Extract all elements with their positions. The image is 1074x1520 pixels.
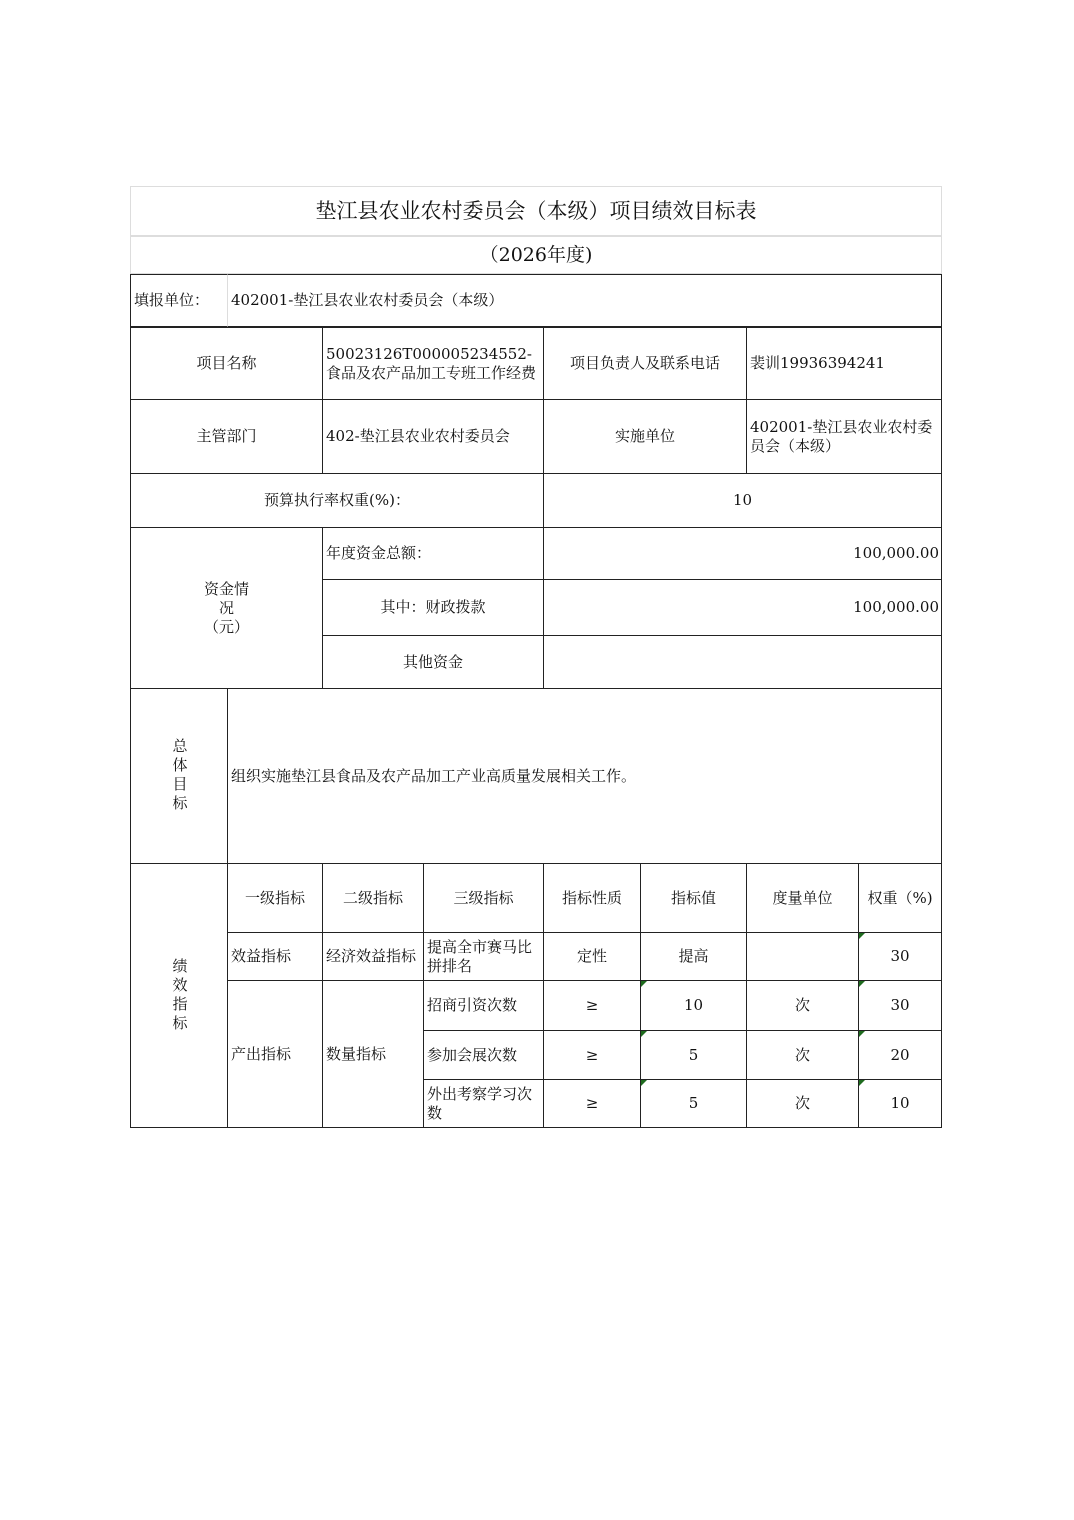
goal-value: 组织实施垫江县食品及农产品加工产业高质量发展相关工作。 xyxy=(227,688,942,864)
header-unit: 度量单位 xyxy=(746,863,859,933)
row2-weight: 30 xyxy=(858,980,942,1031)
impl-value: 402001-垫江县农业农村委员会（本级） xyxy=(746,399,942,474)
row1-nature: 定性 xyxy=(543,932,641,981)
row1-unit xyxy=(746,932,859,981)
impl-label: 实施单位 xyxy=(543,399,747,474)
row4-nature: ≥ xyxy=(543,1079,641,1128)
row3-value: 5 xyxy=(640,1030,747,1080)
perf-label: 绩效指标 xyxy=(170,957,189,1034)
row2-l3: 招商引资次数 xyxy=(423,980,544,1031)
row1-l1: 效益指标 xyxy=(227,932,323,981)
dept-value: 402-垫江县农业农村委员会 xyxy=(322,399,544,474)
row1-weight: 30 xyxy=(858,932,942,981)
goal-label: 总体目标 xyxy=(170,738,189,814)
row2-value: 10 xyxy=(640,980,747,1031)
row3-nature: ≥ xyxy=(543,1030,641,1080)
row1-l3: 提高全市赛马比拼排名 xyxy=(423,932,544,981)
row4-l3: 外出考察学习次数 xyxy=(423,1079,544,1128)
row1-value: 提高 xyxy=(640,932,747,981)
header-weight: 权重（%) xyxy=(858,863,942,933)
budget-weight-value: 10 xyxy=(543,473,942,528)
contact-label: 项目负责人及联系电话 xyxy=(543,327,747,400)
form-year: （2026年度) xyxy=(130,236,942,274)
goal-label-cell xyxy=(130,688,228,864)
project-name: 50023126T000005234552-食品及农产品加工专班工作经费 xyxy=(322,327,544,400)
row3-weight: 20 xyxy=(858,1030,942,1080)
row1-l2: 经济效益指标 xyxy=(322,932,424,981)
row4-unit: 次 xyxy=(746,1079,859,1128)
unit-value: 402001-垫江县农业农村委员会（本级） xyxy=(227,274,942,327)
header-l1: 一级指标 xyxy=(227,863,323,933)
budget-weight-label: 预算执行率权重(%)： xyxy=(130,473,544,528)
perf-label-cell xyxy=(130,863,228,1128)
row4-weight: 10 xyxy=(858,1079,942,1128)
row3-unit: 次 xyxy=(746,1030,859,1080)
unit-label: 填报单位： xyxy=(130,274,228,327)
fiscal-value: 100,000.00 xyxy=(543,579,942,636)
dept-label: 主管部门 xyxy=(130,399,323,474)
row2-unit: 次 xyxy=(746,980,859,1031)
header-l3: 三级指标 xyxy=(423,863,544,933)
other-label: 其他资金 xyxy=(322,635,544,689)
row4-value: 5 xyxy=(640,1079,747,1128)
row2-l2: 数量指标 xyxy=(322,980,424,1128)
contact-value: 裴训19936394241 xyxy=(746,327,942,400)
row3-l3: 参加会展次数 xyxy=(423,1030,544,1080)
form-title: 垫江县农业农村委员会（本级）项目绩效目标表 xyxy=(130,186,942,236)
header-nature: 指标性质 xyxy=(543,863,641,933)
header-l2: 二级指标 xyxy=(322,863,424,933)
header-value: 指标值 xyxy=(640,863,747,933)
funds-label: 资金情况（元） xyxy=(130,527,323,689)
project-name-label: 项目名称 xyxy=(130,327,323,400)
row2-nature: ≥ xyxy=(543,980,641,1031)
fiscal-label: 其中：财政拨款 xyxy=(322,579,544,636)
row2-l1: 产出指标 xyxy=(227,980,323,1128)
annual-total-label: 年度资金总额： xyxy=(322,527,544,580)
other-value xyxy=(543,635,942,689)
annual-total-value: 100,000.00 xyxy=(543,527,942,580)
